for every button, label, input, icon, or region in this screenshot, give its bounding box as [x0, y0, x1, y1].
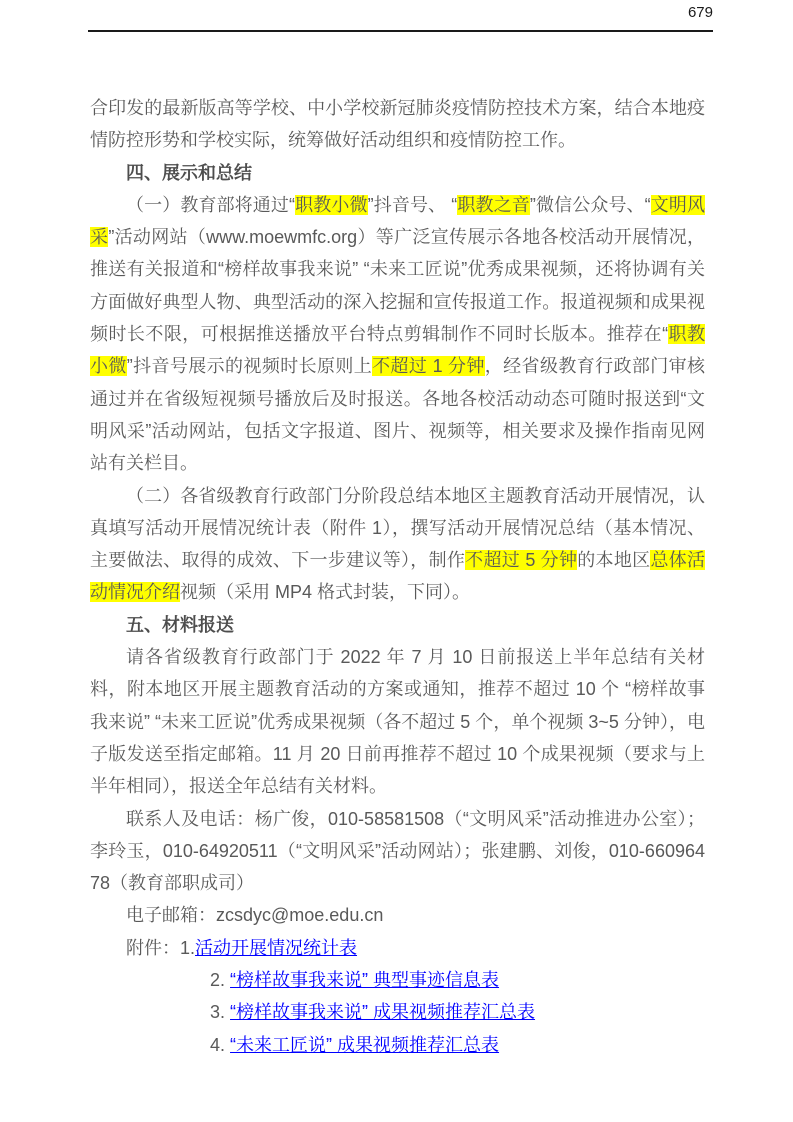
text-run: ”微信公众号、“: [529, 194, 651, 215]
highlight-max-5-minutes: 不超过 5 分钟: [465, 550, 578, 571]
attachment-link-2[interactable]: “榜样故事我来说” 典型事迹信息表: [230, 970, 500, 991]
text-run: 的本地区: [577, 550, 651, 571]
attachment-row-3: [90, 996, 705, 1028]
text-run: （二）各省级教育行政部门分阶段总结本地区主题教育活动开展情况，认真填写活动开展情况统计表（附件 1），撰写活动开展情况总结（基本情况、主要做法、取得的成效、下一步建议等），制作: [90, 485, 705, 571]
highlight-zhijiao-xiaowei: 职教小微: [295, 194, 368, 215]
attachment-row-1: [90, 932, 705, 964]
highlight-zhijiao-xiaowei-2: 职教小微: [90, 324, 706, 377]
highlight-zhijiao-zhiyin: 职教之音: [457, 194, 530, 215]
highlight-overall-activity-intro: 总体活动情况介绍: [90, 550, 706, 603]
page-number: 679: [687, 4, 713, 21]
section-heading-5: 五、材料报送: [126, 614, 234, 635]
header-rule: [88, 30, 713, 32]
paragraph-contacts: 联系人及电话：杨广俊，010-58581508（“文明风采”活动推进办公室）；李玲玉，010-64920511（“文明风采”活动网站）；张建鹏、刘俊，010-66096478（教育部职成司）: [90, 808, 705, 894]
paragraph-display-item2: [90, 480, 705, 609]
attachment-link-1[interactable]: 活动开展情况统计表: [195, 937, 358, 958]
text-run: ，经省级教育行政部门审核通过并在省级短视频号播放后及时报送。各地各校活动动态可随时报送到“文明风采”活动网站，包括文字报道、图片、视频等，相关要求及操作指南见网站有关栏目。: [90, 356, 705, 474]
attachment-row-4: [90, 1029, 705, 1061]
attachment-number: 2.: [210, 970, 226, 991]
paragraph-display-item1: [90, 189, 705, 480]
highlight-max-1-minute: 不超过 1 分钟: [372, 356, 485, 377]
section-heading-4: 四、展示和总结: [126, 162, 252, 183]
attachment-link-4[interactable]: “未来工匠说” 成果视频推荐汇总表: [230, 1034, 500, 1055]
attachment-number: 3.: [210, 1002, 226, 1023]
paragraph-material-submission: 请各省级教育行政部门于 2022 年 7 月 10 日前报送上半年总结有关材料，附本地区开展主题教育活动的方案或通知，推荐不超过 10 个 “榜样故事我来说” “未来工匠说”优秀成果视频（各不超过 5 个，单个视频 3~5 分钟），电子版发送至指定邮箱。11 月 20 日前再推荐不超过 10 个成果视频（要求与上半年相同），报送全年总结有关材料。: [90, 647, 705, 797]
text-run: 视频（采用 MP4 格式封装，下同）。: [180, 582, 471, 603]
attachments-block: [90, 932, 705, 1061]
attachment-link-3[interactable]: “榜样故事我来说” 成果视频推荐汇总表: [230, 1002, 536, 1023]
paragraph-covid-continuation: 合印发的最新版高等学校、中小学校新冠肺炎疫情防控技术方案，结合本地疫情防控形势和学校实际，统筹做好活动组织和疫情防控工作。: [90, 98, 705, 151]
attachment-number: 1.: [180, 937, 196, 958]
attachment-number: 4.: [210, 1034, 226, 1055]
attachments-label: 附件：: [126, 937, 180, 958]
text-run: ”活动网站（www.moewmfc.org）等广泛宣传展示各地各校活动开展情况，推送有关报道和“榜样故事我来说” “未来工匠说”优秀成果视频，还将协调有关方面做好典型人物、典型活动的深入挖掘和宣传报道工作。报道视频和成果视频时长不限，可根据推送播放平台特点剪辑制作不同时长版本。推荐在“: [90, 227, 705, 345]
text-run: ”抖音号、 “: [367, 194, 458, 215]
document-content: [90, 92, 705, 1061]
highlight-wenming-fengcai: 文明风采: [90, 194, 706, 248]
paragraph-email: 电子邮箱：zcsdyc@moe.edu.cn: [126, 905, 384, 926]
attachment-row-2: [90, 964, 705, 996]
text-run: ”抖音号展示的视频时长原则上: [126, 356, 373, 377]
text-run: （一）教育部将通过“: [126, 194, 296, 215]
